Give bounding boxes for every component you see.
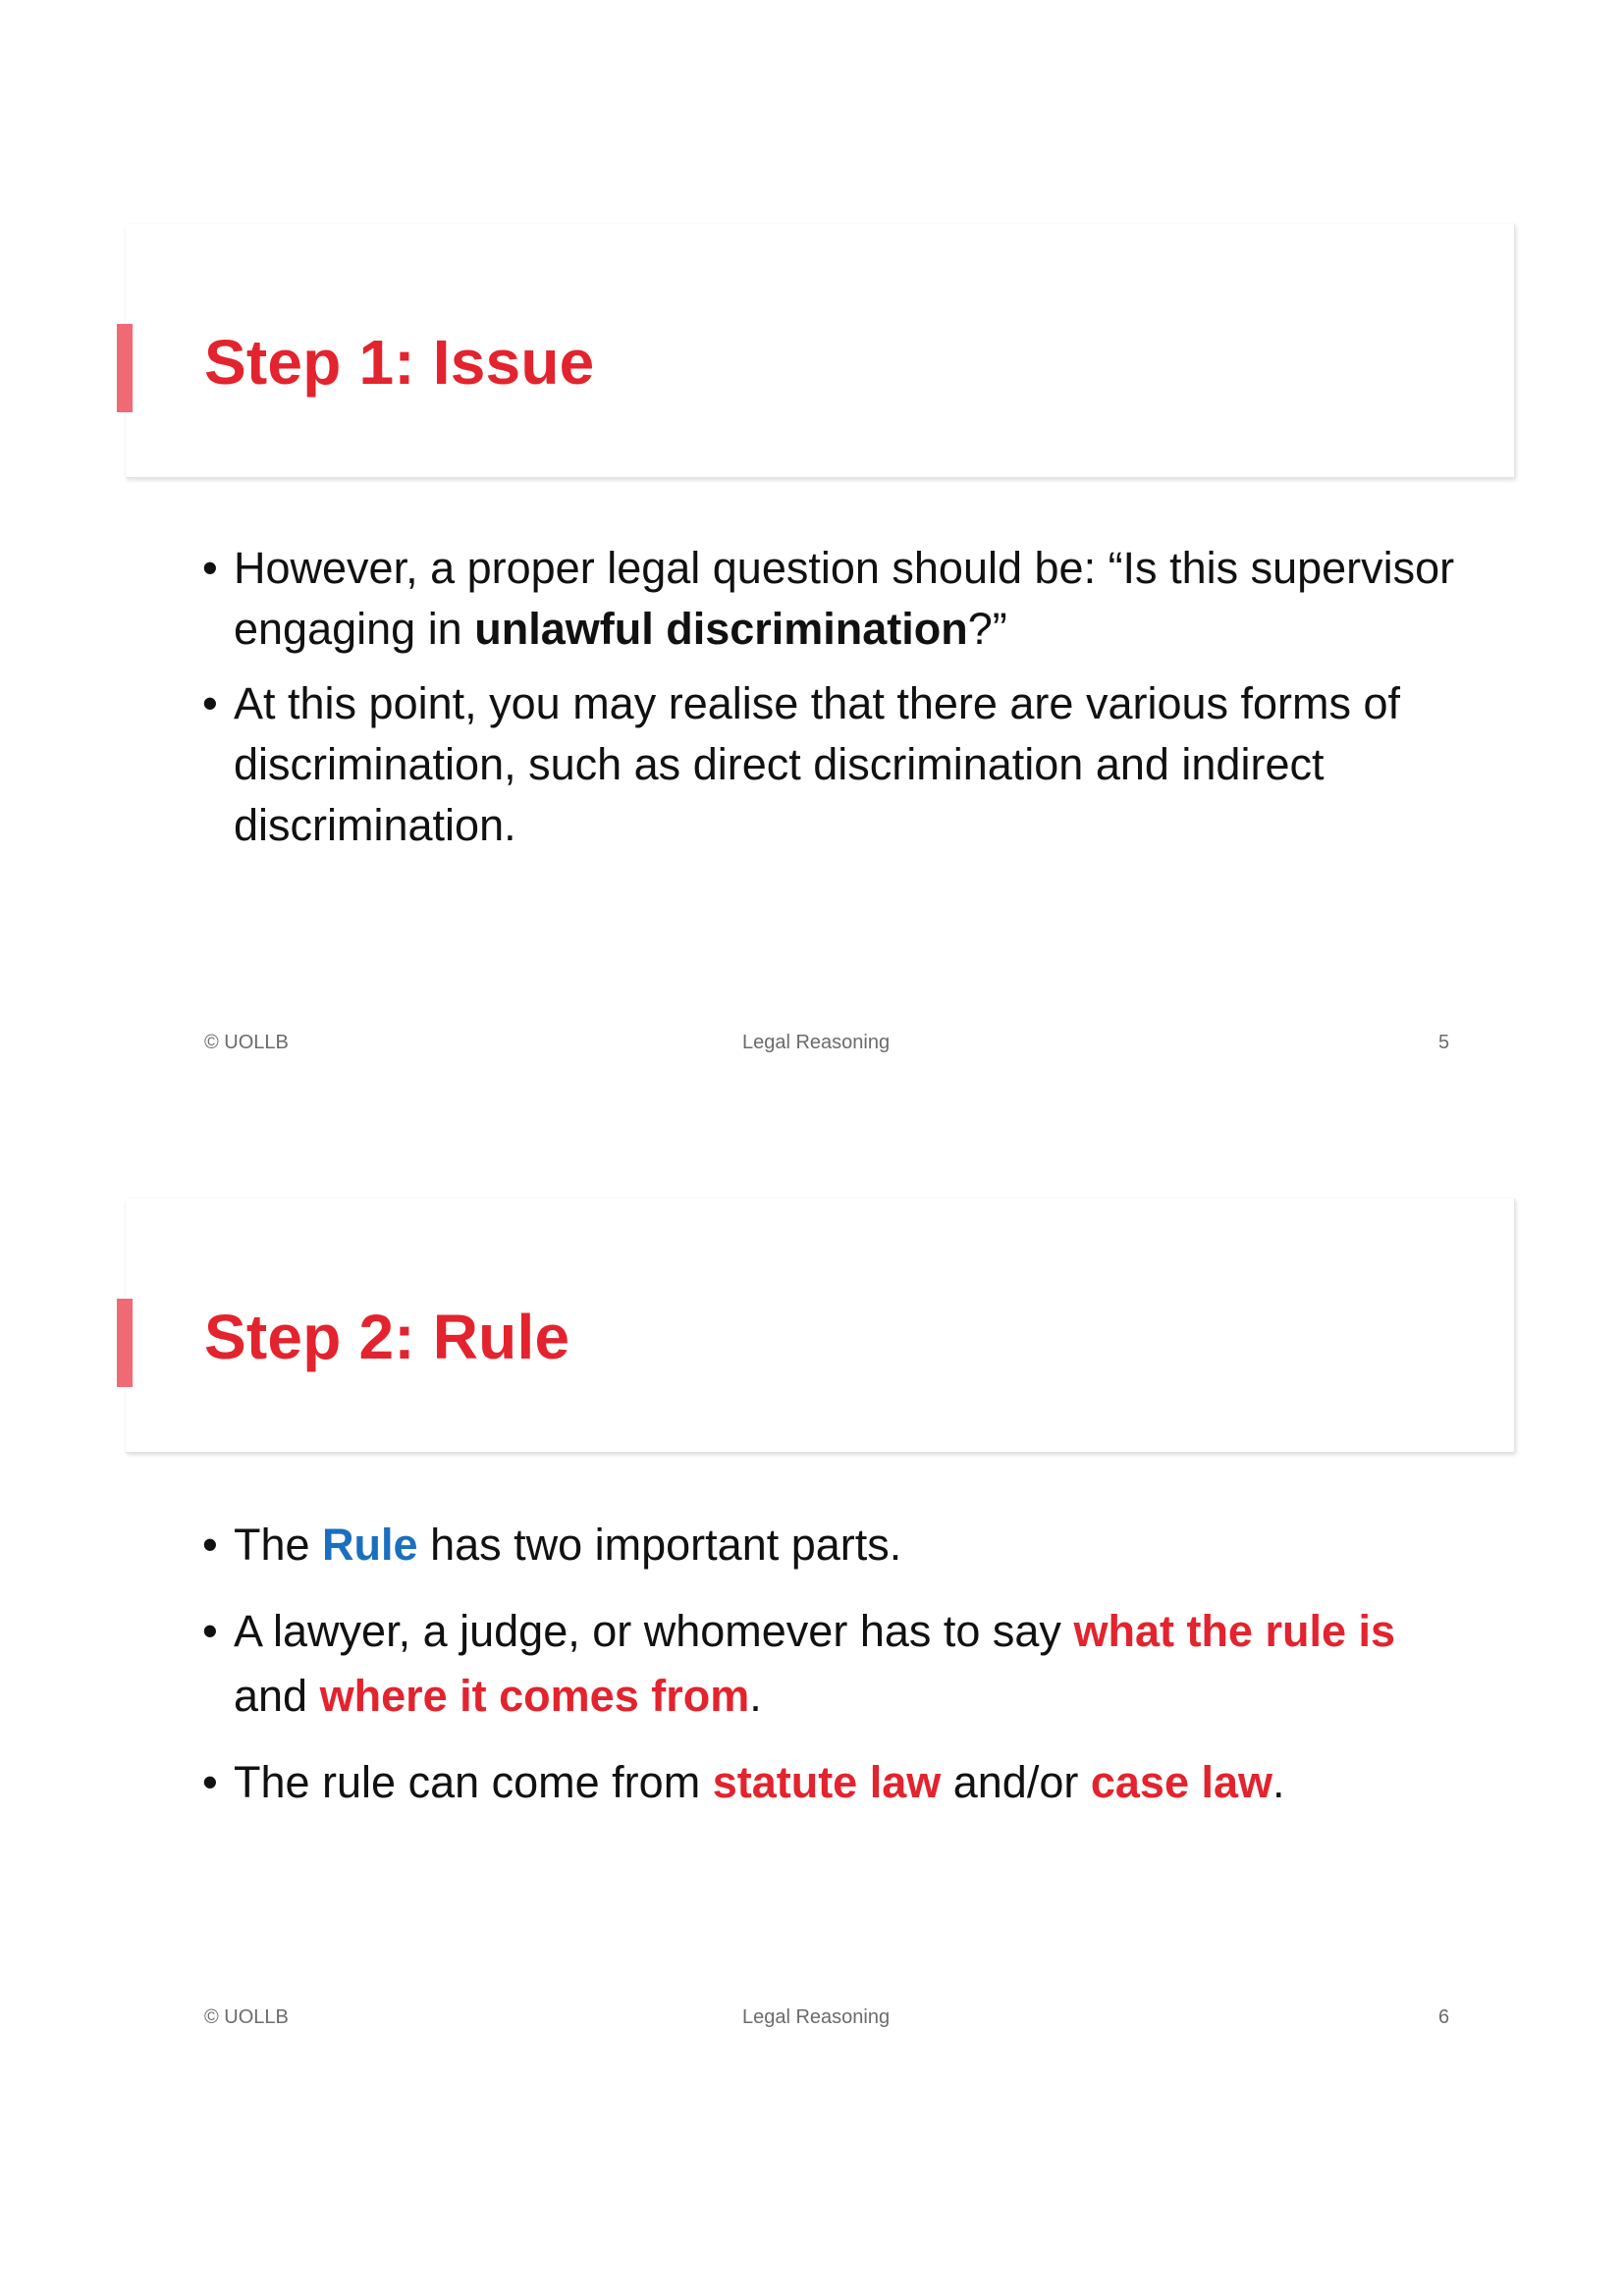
footer-copyright: © UOLLB bbox=[204, 1032, 289, 1053]
bullet-text: ?” bbox=[967, 604, 1007, 654]
bullet-text: The rule can come from bbox=[234, 1757, 713, 1807]
slide-1 bbox=[0, 0, 1623, 1053]
footer-page-number: 6 bbox=[1438, 2006, 1450, 2028]
slide-title: Step 1: Issue bbox=[204, 327, 595, 398]
bold-term: unlawful discrimination bbox=[474, 604, 968, 654]
bullet-list bbox=[202, 1513, 1479, 1837]
bullet-item bbox=[202, 673, 1479, 856]
highlight-term-red: statute law bbox=[712, 1757, 942, 1807]
bullet-dot: • bbox=[202, 1606, 218, 1656]
bullet-item bbox=[202, 1513, 1479, 1577]
bullet-item bbox=[202, 538, 1479, 660]
title-accent-bar bbox=[117, 1299, 133, 1387]
bullet-item bbox=[202, 1750, 1479, 1815]
bullet-dot: • bbox=[202, 678, 218, 728]
footer-course-title: Legal Reasoning bbox=[742, 2006, 891, 2028]
slide-title: Step 2: Rule bbox=[204, 1302, 570, 1372]
title-accent-bar bbox=[117, 324, 133, 412]
highlight-term-red: where it comes from bbox=[319, 1671, 750, 1721]
bullet-text: and/or bbox=[941, 1757, 1091, 1807]
bullet-text: and bbox=[234, 1671, 320, 1721]
highlight-term-blue: Rule bbox=[322, 1520, 418, 1570]
bullet-text: has two important parts. bbox=[417, 1520, 902, 1570]
bullet-text: However, a proper legal question should be: “Is this supervisor engaging in bbox=[234, 543, 1455, 654]
footer-page-number: 5 bbox=[1438, 1032, 1450, 1053]
bullet-item bbox=[202, 1599, 1479, 1729]
bullet-text: The bbox=[234, 1520, 323, 1570]
footer-course-title: Legal Reasoning bbox=[742, 1032, 891, 1053]
bullet-text: At this point, you may realise that there are various forms of discrimination, such as direct discrimination and indirect discrimination. bbox=[234, 678, 1401, 850]
bullet-dot: • bbox=[202, 1520, 218, 1570]
bullet-text: . bbox=[749, 1671, 762, 1721]
bullet-text: . bbox=[1272, 1757, 1285, 1807]
highlight-term-red: case law bbox=[1090, 1757, 1273, 1807]
footer-copyright: © UOLLB bbox=[204, 2006, 289, 2028]
bullet-list bbox=[202, 538, 1479, 870]
slide-2 bbox=[0, 975, 1623, 2028]
bullet-text: A lawyer, a judge, or whomever has to say bbox=[234, 1606, 1074, 1656]
bullet-dot: • bbox=[202, 543, 218, 593]
bullet-dot: • bbox=[202, 1757, 218, 1807]
highlight-term-red: what the rule is bbox=[1073, 1606, 1396, 1656]
